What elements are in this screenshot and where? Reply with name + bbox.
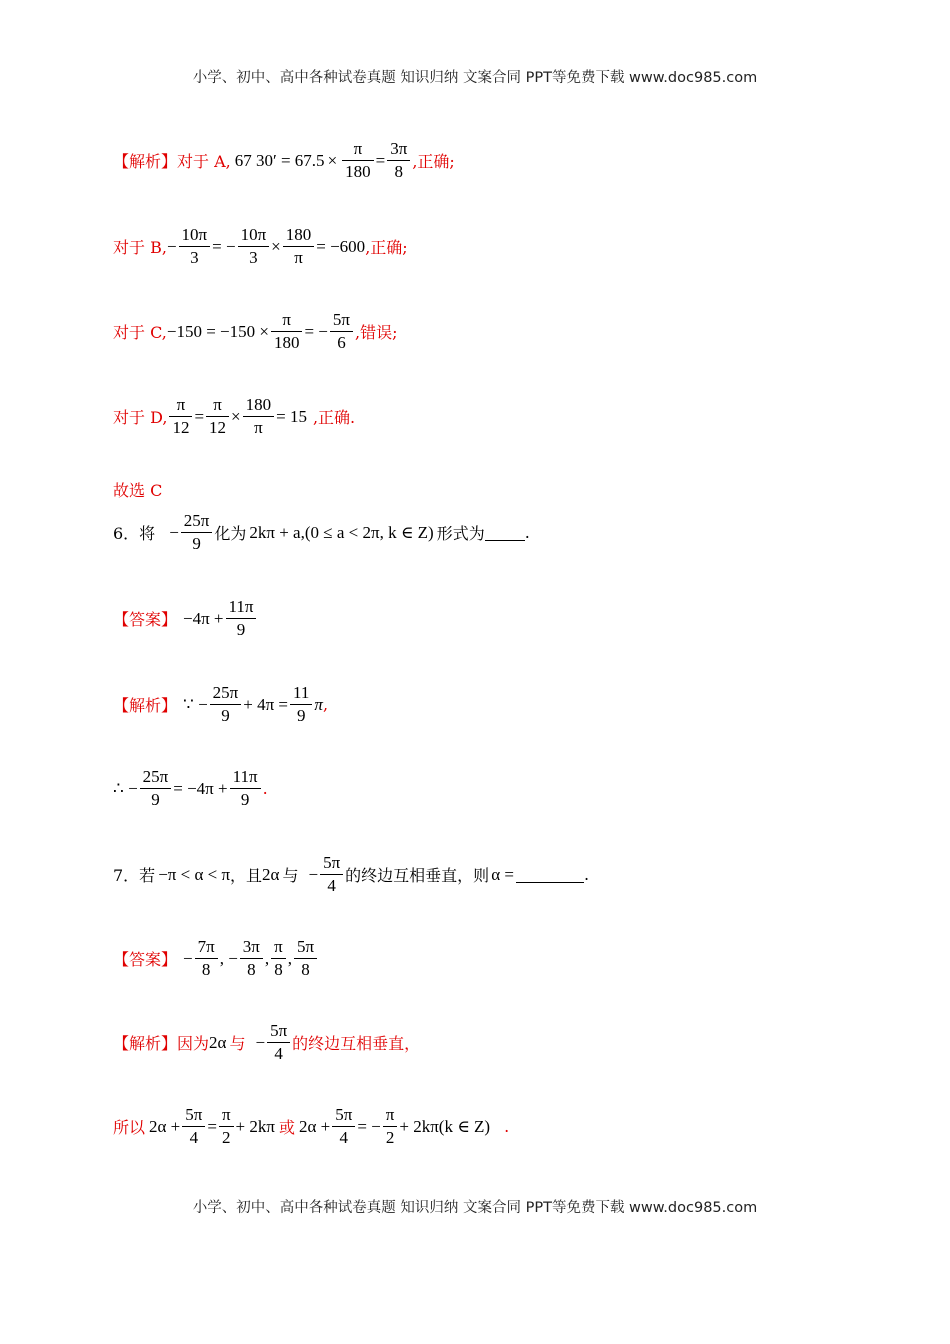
answer-blank bbox=[485, 524, 525, 541]
q7-analysis-1: 【解析】 因为 2α 与 − $\frac{5\pi}{4}$ 的终边互相垂直， bbox=[113, 1021, 421, 1063]
expr-a-part1: 67 30′ = 67.5 bbox=[234, 150, 325, 170]
fraction: $\frac{\pi}{12}$ bbox=[169, 394, 192, 439]
q6-form: 2kπ + a,(0 ≤ a < 2π, k ∈ Z) bbox=[249, 522, 434, 542]
verdict-b: ,正确; bbox=[365, 238, 408, 257]
answer-tag: 【答案】 bbox=[113, 610, 178, 629]
fraction: $\frac{10\pi}{3}$ bbox=[179, 224, 211, 269]
q6-number: 6．将 bbox=[113, 524, 156, 543]
fraction: $\frac{25\pi}{9}$ bbox=[210, 682, 242, 727]
q6-analysis-1: 【解析】 ∵ − $\frac{25\pi}{9}$ + 4π = $\frac{11}{9}$ π , bbox=[113, 683, 329, 725]
fraction: $\frac{3\pi}{8}$ bbox=[387, 138, 410, 183]
q6-analysis-2: ∴ − $\frac{25\pi}{9}$ = −4π + $\frac{11\pi}{9}$ . bbox=[113, 767, 268, 809]
expr-b-result: = −600 bbox=[316, 236, 366, 256]
fraction: $\frac{5\pi}{6}$ bbox=[330, 309, 353, 354]
solution-a-line: 【解析】 对于 A, 67 30′ = 67.5 × $\frac{\pi}{180}$ = $\frac{3\pi}{8}$ ,正确; bbox=[113, 139, 455, 181]
fraction: $\frac{11\pi}{9}$ bbox=[226, 596, 257, 641]
fraction: $\frac{\pi}{180}$ bbox=[271, 309, 303, 354]
q7-number: 7．若 bbox=[113, 866, 156, 885]
fraction: $\frac{3\pi}{8}$ bbox=[240, 936, 263, 981]
fraction: $\frac{180}{\pi}$ bbox=[283, 224, 315, 269]
fraction: $\frac{11}{9}$ bbox=[290, 682, 312, 727]
solution-b-line: 对于 B, − $\frac{10\pi}{3}$ = − $\frac{10\pi}{3}$ × $\frac{180}{\pi}$ = −600 ,正确; bbox=[113, 225, 408, 267]
option-c-label: 对于 C, bbox=[113, 323, 167, 342]
fraction: $\frac{25\pi}{9}$ bbox=[140, 766, 172, 811]
verdict-a: ,正确; bbox=[412, 152, 455, 171]
page-footer: 小学、初中、高中各种试卷真题 知识归纳 文案合同 PPT等免费下载 www.doc985.com bbox=[192, 1200, 758, 1216]
answer-tag: 【答案】 bbox=[113, 950, 178, 969]
fraction: $\frac{5\pi}{4}$ bbox=[267, 1020, 290, 1065]
verdict-c: ,错误; bbox=[355, 323, 398, 342]
question-7: 7．若 −π < α < π ，且 2α 与 − $\frac{5\pi}{4}$ 的终边互相垂直，则 α = . bbox=[113, 853, 590, 895]
verdict-d: ,正确. bbox=[312, 408, 356, 427]
fraction: $\frac{\pi}{2}$ bbox=[219, 1104, 234, 1149]
solution-d-line: 对于 D, $\frac{\pi}{12}$ = $\frac{\pi}{12}$ × $\frac{180}{\pi}$ = 15 ,正确. bbox=[113, 395, 356, 437]
page-header: 小学、初中、高中各种试卷真题 知识归纳 文案合同 PPT等免费下载 www.doc985.com bbox=[192, 70, 758, 86]
fraction: $\frac{\pi}{12}$ bbox=[206, 394, 229, 439]
fraction: $\frac{\pi}{2}$ bbox=[383, 1104, 398, 1149]
fraction: $\frac{180}{\pi}$ bbox=[243, 394, 275, 439]
analysis-tag: 【解析】 bbox=[113, 1034, 178, 1053]
fraction: $\frac{7\pi}{8}$ bbox=[195, 936, 218, 981]
fraction: $\frac{5\pi}{8}$ bbox=[294, 936, 317, 981]
option-b-label: 对于 B, bbox=[113, 238, 167, 257]
answer-blank bbox=[516, 866, 584, 883]
fraction: $\frac{\pi}{8}$ bbox=[271, 936, 286, 981]
solution-c-line: 对于 C, −150 = −150 × $\frac{\pi}{180}$ = − $\frac{5\pi}{6}$ ,错误; bbox=[113, 310, 398, 352]
conclusion: 故选 C bbox=[113, 481, 163, 500]
option-a-label: 对于 A, bbox=[177, 152, 231, 171]
analysis-tag: 【解析】 bbox=[113, 696, 178, 715]
fraction: $\frac{\pi}{180}$ bbox=[342, 138, 374, 183]
fraction: $\frac{5\pi}{4}$ bbox=[320, 852, 343, 897]
option-d-label: 对于 D, bbox=[113, 408, 168, 427]
analysis-tag: 【解析】 bbox=[113, 152, 178, 171]
expr-d-result: = 15 bbox=[276, 406, 307, 426]
expr-c-part1: −150 = −150 × bbox=[166, 321, 269, 341]
fraction: $\frac{11\pi}{9}$ bbox=[230, 766, 261, 811]
fraction: $\frac{10\pi}{3}$ bbox=[238, 224, 270, 269]
question-6: 6．将 − $\frac{25\pi}{9}$ 化为 2kπ + a,(0 ≤ a < 2π, k ∈ Z) 形式为 . bbox=[113, 511, 530, 553]
fraction: $\frac{25\pi}{9}$ bbox=[181, 510, 213, 555]
q7-answer: 【答案】 − $\frac{7\pi}{8}$ , − $\frac{3\pi}{8}$ , $\frac{\pi}{8}$ , $\frac{5\pi}{8}$ bbox=[113, 936, 319, 981]
fraction: $\frac{5\pi}{4}$ bbox=[332, 1104, 355, 1149]
q7-analysis-2: 所以 2α + $\frac{5\pi}{4}$ = $\frac{\pi}{2}$ + 2kπ 或 2α + $\frac{5\pi}{4}$ = − $\frac{\pi}{2}$ + 2kπ(k ∈ Z) . bbox=[113, 1105, 510, 1147]
fraction: $\frac{5\pi}{4}$ bbox=[182, 1104, 205, 1149]
q6-answer: 【答案】 −4π + $\frac{11\pi}{9}$ bbox=[113, 596, 258, 641]
